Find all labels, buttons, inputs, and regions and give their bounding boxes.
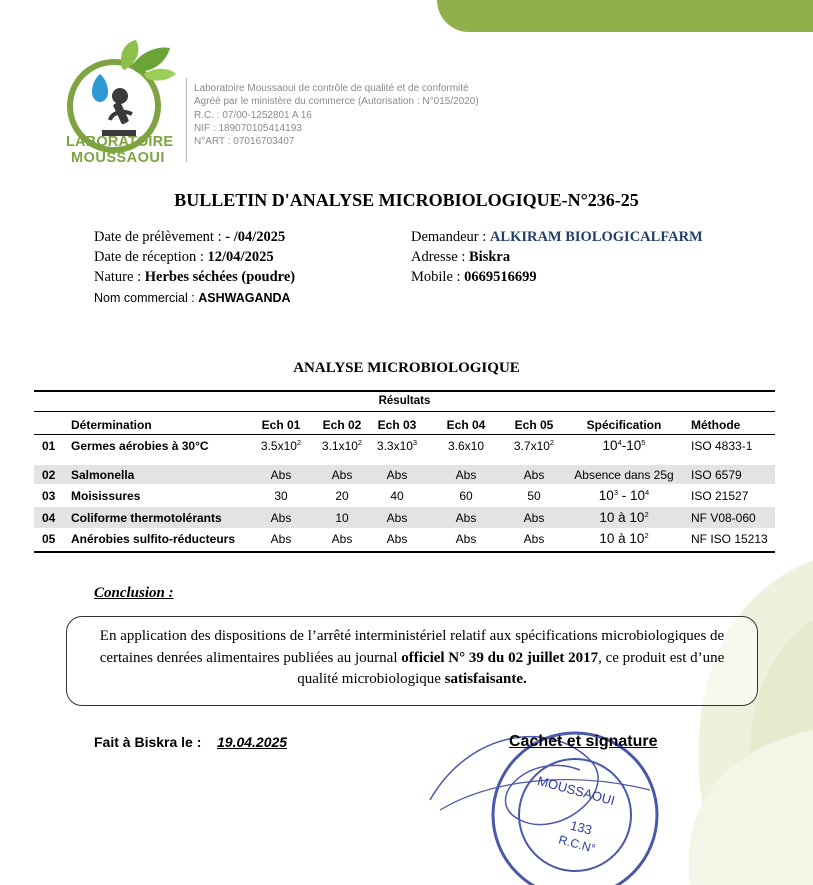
- row-ech04: Abs: [455, 468, 477, 482]
- conclusion-verdict: satisfaisante.: [444, 671, 527, 687]
- results-label: Résultats: [378, 395, 431, 407]
- official-stamp: [410, 700, 680, 885]
- row-ech01: [252, 439, 310, 453]
- sampling-date: [94, 229, 285, 246]
- lab-nif: NIF : 189070105414193: [194, 123, 302, 134]
- spec-exponent-a: 4: [617, 438, 622, 447]
- mobile: [411, 269, 537, 286]
- nature: [94, 269, 295, 286]
- row-ech01: Abs: [270, 511, 292, 525]
- conclusion-text-part1: En application des dispositions de l’arrêté interministériel relatif aux spécifications microbiologiques de certaines denrées alimentaires publiées au journal: [99, 628, 725, 666]
- row-method: NF ISO 15213: [691, 532, 768, 546]
- row-ech03: [368, 439, 426, 453]
- ech05-exponent: 2: [549, 438, 555, 447]
- spec-base: 10: [602, 438, 618, 453]
- reception-date-value: 12/04/2025: [207, 249, 274, 265]
- mobile-label: Mobile :: [411, 269, 461, 285]
- spec-base: 10: [598, 488, 614, 503]
- row-ech05: [505, 439, 563, 453]
- row-ech03: 40: [390, 489, 404, 503]
- ech01-value: 3.5x10: [260, 439, 297, 453]
- conclusion-label: Conclusion :: [94, 585, 174, 601]
- stamp-top-text: MOUSSAOUI: [535, 773, 617, 809]
- ech01-exponent: 2: [296, 438, 302, 447]
- header-band: [437, 0, 813, 32]
- row-number: 04: [42, 511, 56, 525]
- col-header-ech05: Ech 05: [514, 418, 554, 432]
- row-ech02: Abs: [331, 468, 353, 482]
- spec-separator: -10: [621, 438, 642, 453]
- conclusion-journal-reference: officiel N° 39 du 02 juillet 2017: [401, 649, 599, 666]
- spec-separator: - 10: [618, 488, 646, 503]
- row-determination: Salmonella: [71, 468, 135, 482]
- row-specification: [564, 510, 684, 525]
- row-method: NF V08-060: [691, 511, 756, 525]
- row-ech03: Abs: [386, 532, 408, 546]
- row-determination: Germes aérobies à 30°C: [71, 439, 209, 453]
- mobile-value: 0669516699: [464, 269, 537, 285]
- row-specification: [564, 488, 684, 503]
- spec-base: 10 à 10: [599, 531, 645, 546]
- col-header-specification: Spécification: [586, 418, 662, 432]
- stamp-label: Cachet et signature: [509, 733, 658, 750]
- logo-text-laboratoire: LABORATOIRE: [66, 134, 174, 150]
- conclusion-text-part2: , ce produit est d’une qualité microbiologique: [297, 649, 725, 687]
- row-determination: Anérobies sulfito-réducteurs: [71, 532, 236, 546]
- spec-base: 10 à 10: [599, 510, 645, 525]
- commercial-name: [94, 291, 291, 305]
- made-in-label: Fait à Biskra le :: [94, 734, 202, 750]
- stamp-rcn: R.C.N°: [557, 832, 597, 856]
- table-rule-bottom: [34, 551, 775, 553]
- col-header-ech04: Ech 04: [446, 418, 486, 432]
- row-ech03: Abs: [386, 468, 408, 482]
- ech02-exponent: 2: [357, 438, 363, 447]
- row-method: ISO 4833-1: [691, 439, 753, 453]
- spec-exponent-b: 4: [645, 488, 650, 497]
- col-header-ech02: Ech 02: [322, 418, 362, 432]
- col-header-ech01: Ech 01: [261, 418, 301, 432]
- row-number: 05: [42, 532, 56, 546]
- ech03-exponent: 3: [412, 438, 418, 447]
- row-ech01: Abs: [270, 468, 292, 482]
- address: [411, 249, 510, 266]
- row-ech02: Abs: [331, 532, 353, 546]
- lab-name: Laboratoire Moussaoui de contrôle de qualité et de conformité: [194, 83, 469, 94]
- analysis-heading: ANALYSE MICROBIOLOGIQUE: [293, 360, 520, 376]
- row-ech02: 20: [335, 489, 349, 503]
- row-specification: [564, 531, 684, 546]
- row-ech05: Abs: [523, 511, 545, 525]
- row-ech04: 60: [459, 489, 473, 503]
- commercial-name-value: ASHWAGANDA: [198, 291, 291, 305]
- made-in-date: 19.04.2025: [217, 734, 288, 750]
- lab-approval: Agréé par le ministère du commerce (Autorisation : N°015/2020): [194, 96, 479, 107]
- row-ech05: Abs: [523, 532, 545, 546]
- table-rule-top: [34, 390, 775, 392]
- lab-art: N°ART : 07016703407: [194, 136, 295, 147]
- logo-text-moussaoui: MOUSSAOUI: [71, 150, 165, 166]
- requester-value: ALKIRAM BIOLOGICALFARM: [489, 229, 703, 245]
- row-determination: Coliforme thermotolérants: [71, 511, 222, 525]
- col-header-method: Méthode: [691, 418, 741, 432]
- row-ech05: Abs: [523, 468, 545, 482]
- reception-date-label: Date de réception :: [94, 249, 204, 265]
- ech03-value: 3.3x10: [376, 439, 413, 453]
- row-ech01: Abs: [270, 532, 292, 546]
- row-ech02: 10: [335, 511, 349, 525]
- row-ech04: Abs: [455, 511, 477, 525]
- stamp-number: 133: [568, 817, 594, 838]
- sampling-date-label: Date de prélèvement :: [94, 229, 222, 245]
- row-method: ISO 6579: [691, 468, 742, 482]
- spec-exponent-a: 3: [613, 488, 618, 497]
- address-label: Adresse :: [411, 249, 466, 265]
- nature-label: Nature :: [94, 269, 142, 285]
- row-method: ISO 21527: [691, 489, 749, 503]
- row-determination: Moisissures: [71, 489, 141, 503]
- lab-rc: R.C. : 07/00-1252801 A 16: [194, 110, 312, 121]
- reception-date: [94, 249, 274, 266]
- sampling-date-value: - /04/2025: [225, 229, 286, 245]
- commercial-name-label: Nom commercial :: [94, 291, 195, 305]
- nature-value: Herbes séchées (poudre): [144, 269, 296, 285]
- row-ech04: Abs: [455, 532, 477, 546]
- address-value: Biskra: [469, 249, 511, 265]
- spec-exponent-b: 5: [641, 438, 646, 447]
- row-specification: Absence dans 25g: [574, 468, 674, 482]
- document-title: BULLETIN D'ANALYSE MICROBIOLOGIQUE-N°236-25: [174, 190, 639, 210]
- col-header-ech03: Ech 03: [377, 418, 417, 432]
- spec-exponent-a: 2: [644, 531, 649, 540]
- table-rule-sub: [34, 411, 775, 412]
- logo-divider: [186, 78, 187, 162]
- row-number: 03: [42, 489, 56, 503]
- row-ech04: 3.6x10: [447, 439, 485, 453]
- row-ech02: [313, 439, 371, 453]
- row-number: 02: [42, 468, 56, 482]
- row-ech05: 50: [527, 489, 541, 503]
- col-header-determination: Détermination: [71, 418, 152, 432]
- row-specification: [564, 438, 684, 453]
- row-ech01: 30: [274, 489, 288, 503]
- ech02-value: 3.1x10: [321, 439, 358, 453]
- conclusion-text: [80, 626, 744, 691]
- requester: [411, 229, 703, 246]
- ech05-value: 3.7x10: [513, 439, 550, 453]
- spec-exponent-a: 2: [644, 510, 649, 519]
- row-number: 01: [42, 439, 56, 453]
- row-ech03: Abs: [386, 511, 408, 525]
- requester-label: Demandeur :: [411, 229, 487, 245]
